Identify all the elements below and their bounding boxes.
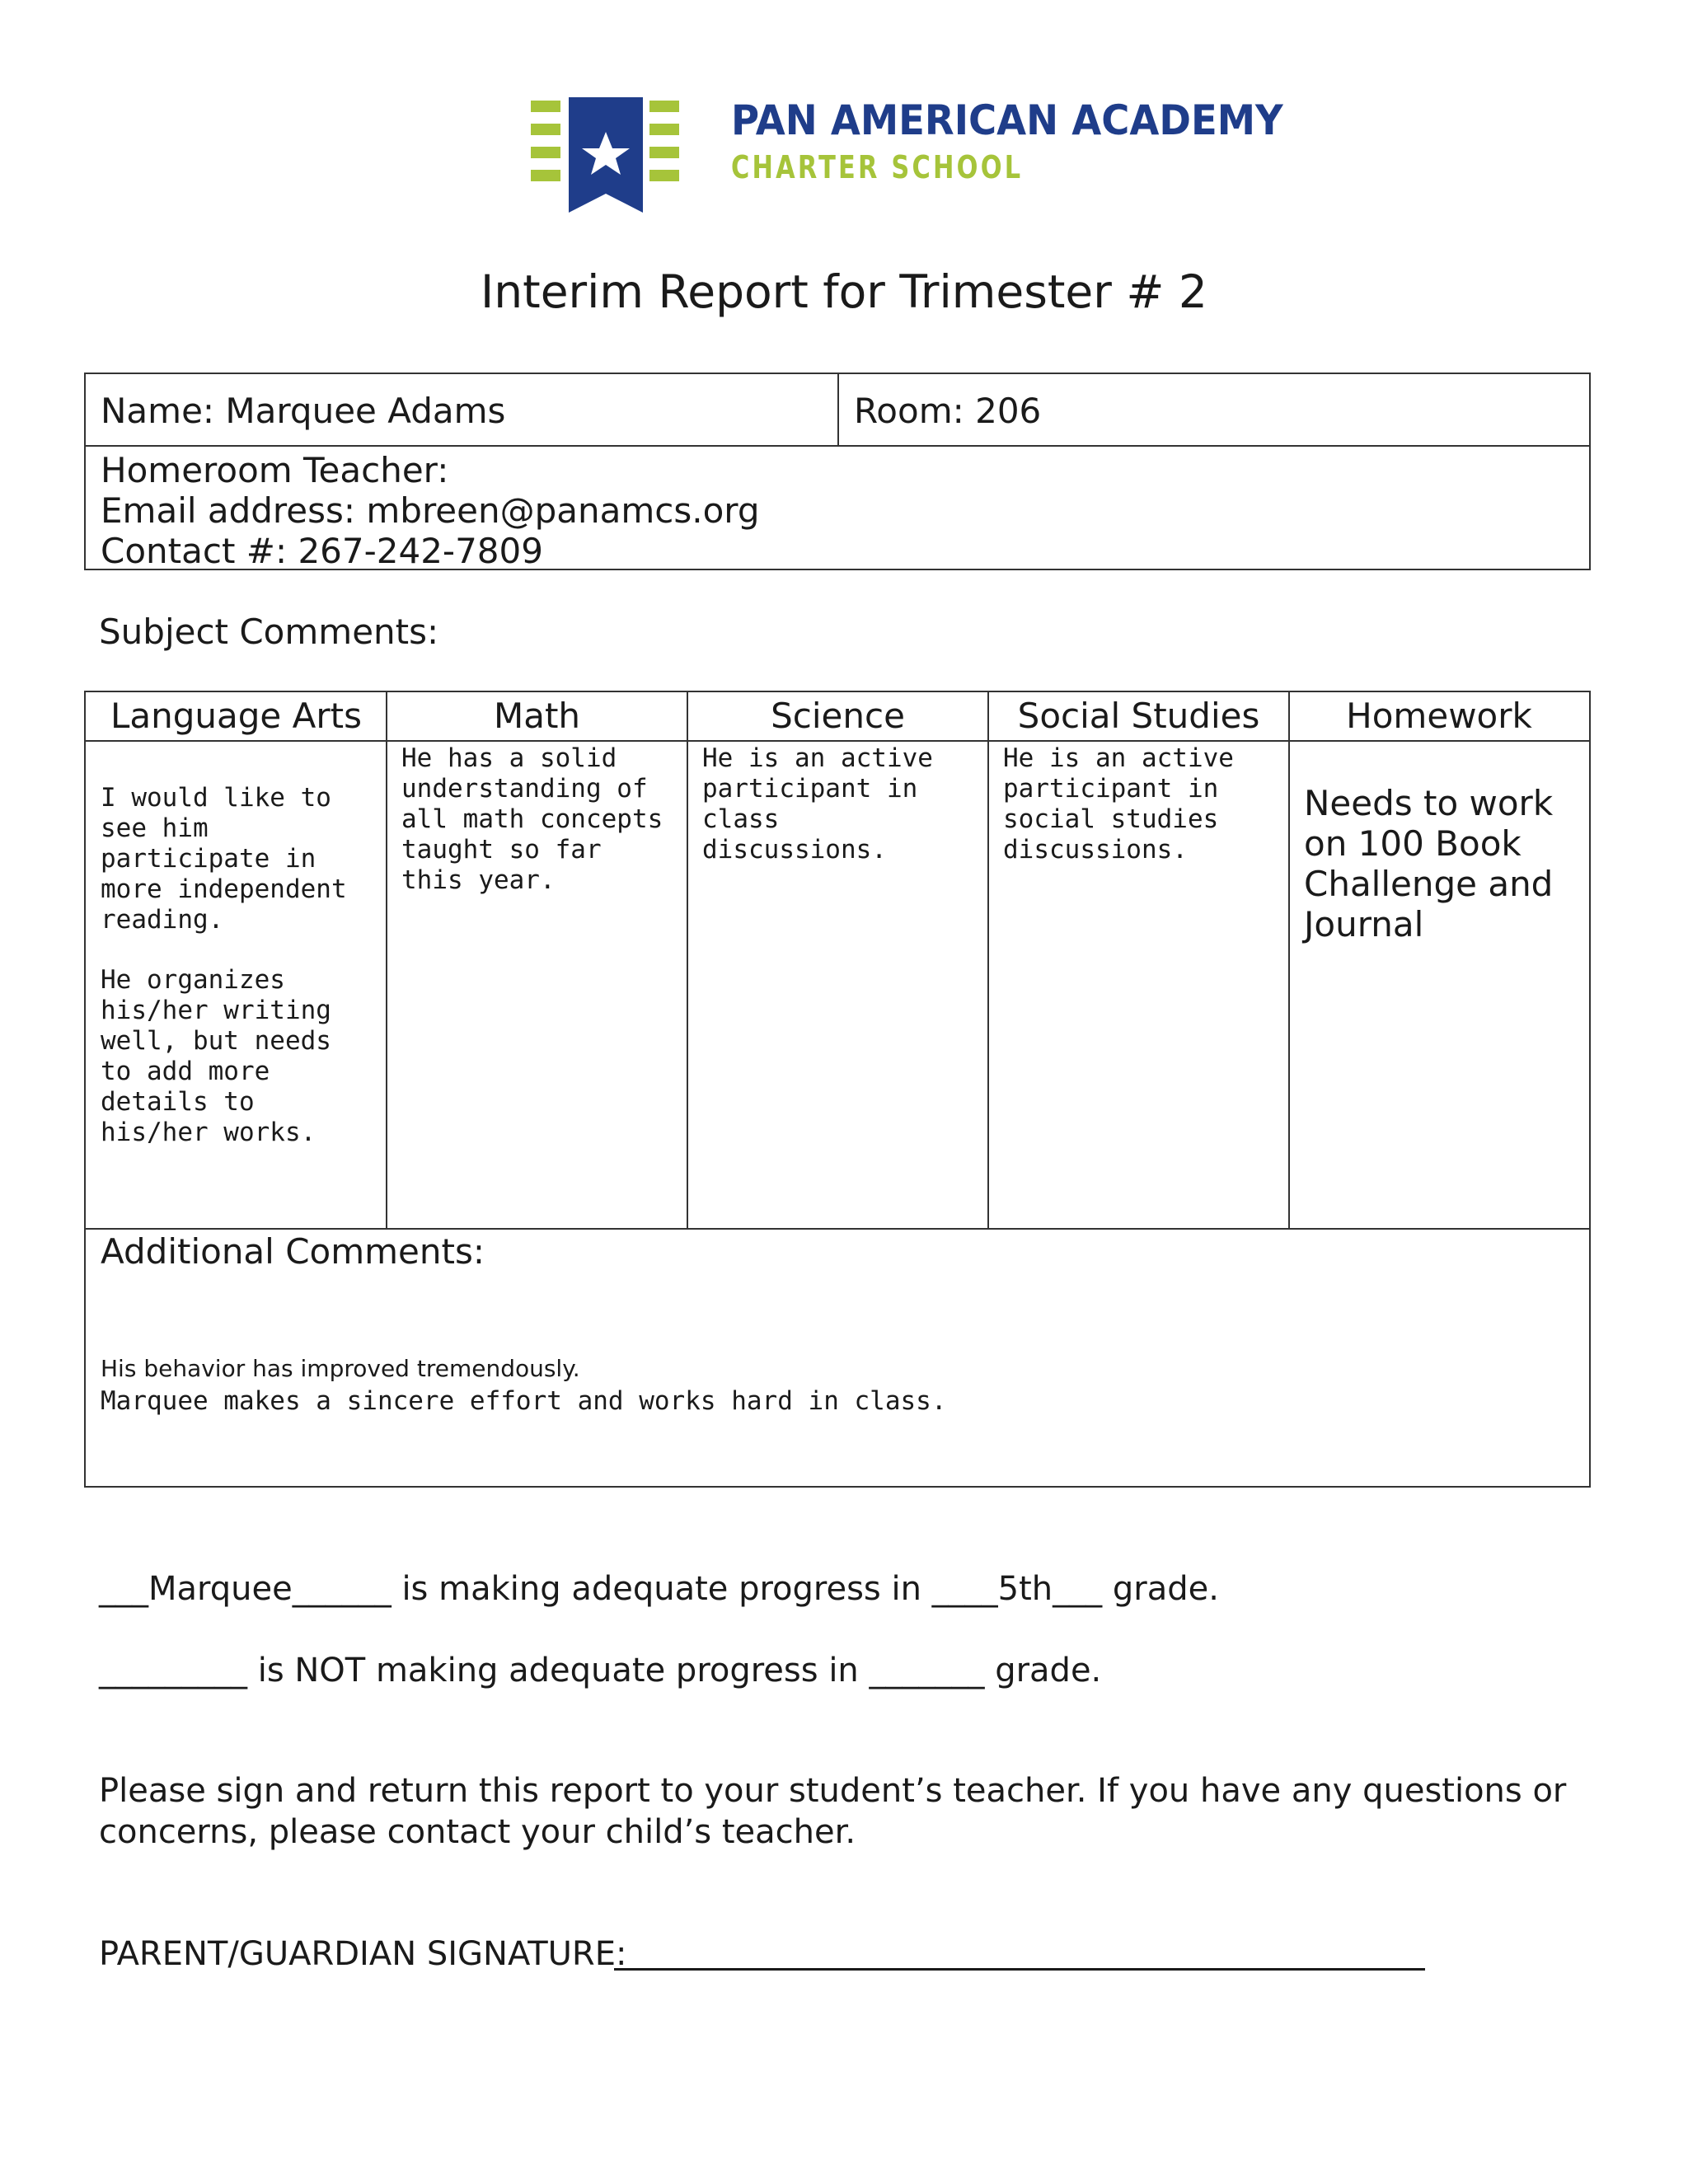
additional-comment-1: His behavior has improved tremendously. [101, 1355, 580, 1382]
room-number: Room: 206 [854, 391, 1042, 431]
logo-subtitle: CHARTER SCHOOL [731, 149, 1024, 185]
table-divider [1288, 692, 1290, 1229]
name-cell [86, 374, 839, 447]
progress-line-adequate: ___Marquee______ is making adequate progress in ____5th___ grade. [99, 1570, 1219, 1608]
table-divider [86, 1228, 1589, 1230]
room-cell [839, 374, 1589, 447]
instructions-line-2: concerns, please contact your child’s teacher. [99, 1813, 856, 1851]
science-comment: He is an active participant in class discussions. [702, 743, 933, 865]
subject-header-homework: Homework [1346, 696, 1532, 736]
subject-header-social-studies: Social Studies [1017, 696, 1260, 736]
math-comment: He has a solid understanding of all math concepts taught so far this year. [401, 743, 663, 895]
report-title: Interim Report for Trimester # 2 [481, 265, 1207, 318]
subjects-table [84, 691, 1591, 1488]
teacher-line: Homeroom Teacher: [101, 450, 449, 490]
language-arts-comment-2: He organizes his/her writing well, but needs to add more details to his/her works. [101, 965, 331, 1147]
logo-title: PAN AMERICAN ACADEMY [731, 96, 1283, 144]
student-name: Name: Marquee Adams [101, 391, 506, 431]
language-arts-comment [101, 783, 377, 1148]
table-divider [86, 740, 1589, 742]
homework-comment: Needs to work on 100 Book Challenge and Journal [1304, 783, 1554, 944]
star-banner-icon [528, 91, 692, 214]
social-studies-comment: He is an active participant in social studies discussions. [1003, 743, 1234, 865]
instructions-line-1: Please sign and return this report to your student’s teacher. If you have any questions or [99, 1772, 1567, 1810]
progress-line-not-adequate: _________ is NOT making adequate progress in _______ grade. [99, 1652, 1102, 1690]
contact-line: Contact #: 267-242-7809 [101, 531, 543, 571]
signature-label: PARENT/GUARDIAN SIGNATURE: [99, 1935, 627, 1973]
table-divider [987, 692, 989, 1229]
subject-header-science: Science [771, 696, 905, 736]
subject-header-math: Math [493, 696, 581, 736]
student-info-table [84, 373, 1591, 570]
language-arts-comment-1: I would like to see him participate in more independent reading. [101, 783, 347, 935]
table-divider [386, 692, 387, 1229]
subject-comments-label: Subject Comments: [99, 612, 439, 652]
table-divider [687, 692, 688, 1229]
additional-comments-label: Additional Comments: [101, 1231, 485, 1272]
subject-header-language-arts: Language Arts [110, 696, 362, 736]
additional-comment-2: Marquee makes a sincere effort and works hard in class. [101, 1386, 947, 1416]
signature-line[interactable] [614, 1968, 1425, 1971]
email-line: Email address: mbreen@panamcs.org [101, 490, 760, 531]
